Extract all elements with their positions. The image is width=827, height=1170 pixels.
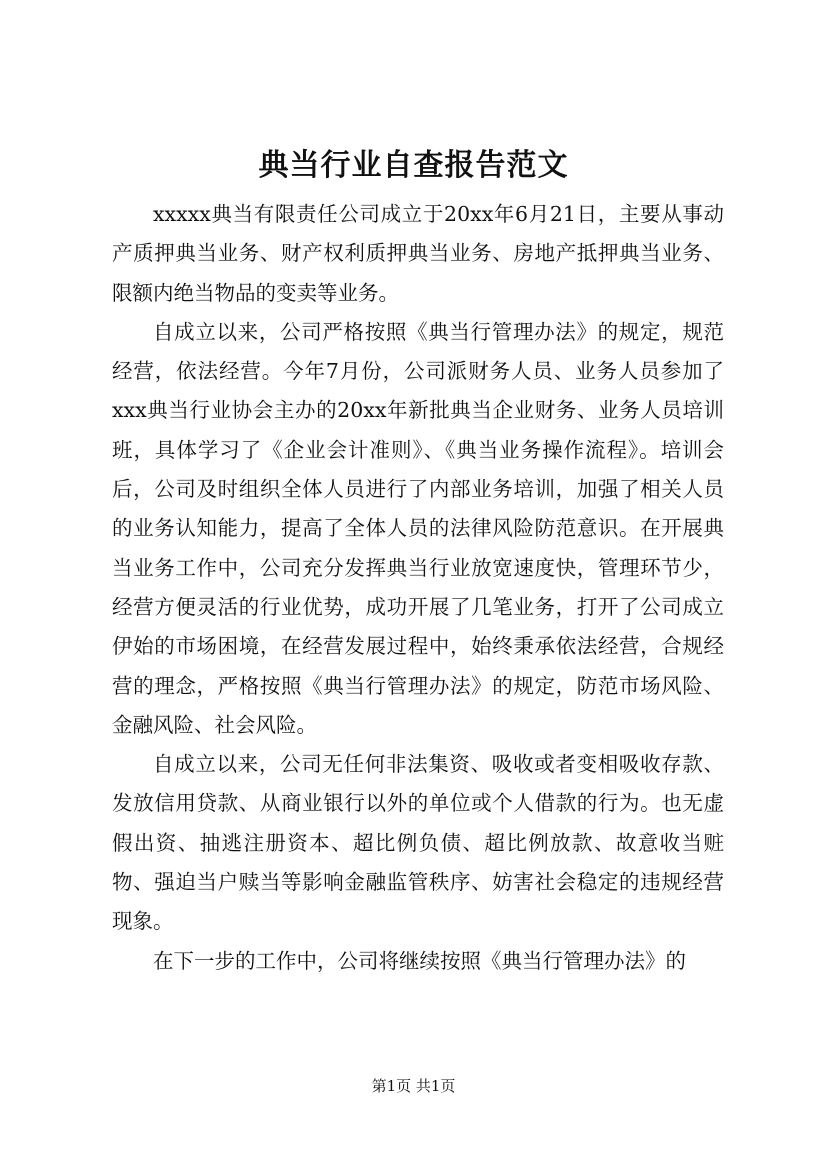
- paragraph-intro: xxxxx典当有限责任公司成立于20xx年6月21日，主要从事动产质押典当业务、财产权利质押典当业务、房地产抵押典当业务、限额内绝当物品的变卖等业务。: [112, 202, 724, 305]
- paragraph-next-steps: 在下一步的工作中，公司将继续按照《典当行管理办法》的: [153, 948, 686, 973]
- paragraph-compliance: 自成立以来，公司严格按照《典当行管理办法》的规定，规范经营，依法经营。今年7月份，公司派财务人员、业务人员参加了xxx典当行业协会主办的20xx年新批典当企业财务、业务人员培训班，具体学习了《企业会计准则》、《典当业务操作流程》。培训会后，公司及时组织全体人员进行了内部业务培训，加强了相关人员的业务认知能力，提高了全体人员的法律风险防范意识。在开展典当业务工作中，公司充分发挥典当行业放宽速度快，管理环节少，经营方便灵活的行业优势，成功开展了几笔业务，打开了公司成立伊始的市场困境，在经营发展过程中，始终秉承依法经营，合规经营的理念，严格按照《典当行管理办法》的规定，防范市场风险、金融风险、社会风险。: [112, 319, 724, 737]
- page-footer: 第1页 共1页: [371, 1077, 456, 1095]
- document-body: [112, 195, 724, 981]
- page-title: 典当行业自查报告范文: [258, 148, 569, 183]
- paragraph-no-violations: 自成立以来，公司无任何非法集资、吸收或者变相吸收存款、发放信用贷款、从商业银行以外的单位或个人借款的行为。也无虚假出资、抽逃注册资本、超比例负债、超比例放款、故意收当赃物、强迫当户赎当等影响金融监管秩序、妨害社会稳定的违规经营现象。: [112, 752, 724, 934]
